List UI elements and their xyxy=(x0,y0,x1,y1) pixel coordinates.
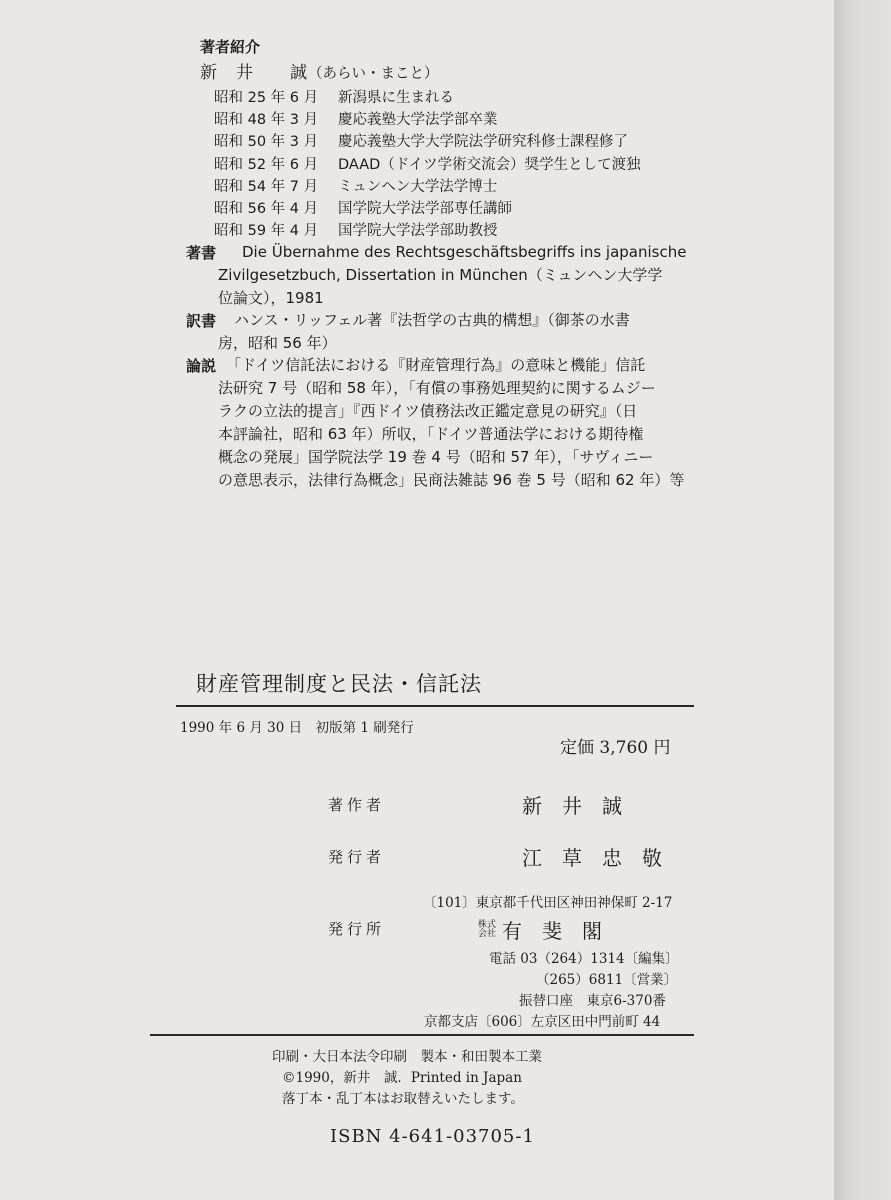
papers-line: 「ドイツ信託法における『財産管理行為』の意味と機能」信託 xyxy=(226,356,646,374)
history-row: 昭和 48 年 3 月 慶応義塾大学法学部卒業 xyxy=(214,112,498,128)
publishing-house-name: 有斐閣 xyxy=(502,919,623,943)
publisher-address: 〔101〕東京都千代田区神田神保町 2-17 xyxy=(423,895,673,911)
history-row: 昭和 54 年 7 月 ミュンヘン大学法学博士 xyxy=(214,179,498,195)
kyoto-branch: 京都支店〔606〕左京区田中門前町 44 xyxy=(424,1014,661,1030)
publication-date: 1990 年 6 月 30 日 初版第 1 刷発行 xyxy=(180,720,414,736)
publisher-role: 発行者 xyxy=(328,848,386,866)
works-line: Zivilgesetzbuch, Dissertation in München（ミュンヘン大学学 xyxy=(218,266,663,284)
papers-line: 法研究 7 号（昭和 58 年），「有償の事務処理契約に関するムジー xyxy=(218,379,656,397)
history-row: 昭和 56 年 4 月 国学院大学法学部専任講師 xyxy=(214,201,512,217)
price: 定価 3,760 円 xyxy=(560,738,671,758)
history-row: 昭和 52 年 6 月 DAAD（ドイツ学術交流会）奨学生として渡独 xyxy=(214,157,641,173)
publishing-house xyxy=(478,915,622,944)
papers-line: 本評論社，昭和 63 年）所収，「ドイツ普通法学における期待権 xyxy=(218,425,644,443)
title-rule xyxy=(176,705,694,707)
publisher-name: 江草忠敬 xyxy=(522,846,682,870)
papers-line: ラクの立法的提言」『西ドイツ債務法改正鑑定意見の研究』（日 xyxy=(218,402,638,420)
copyright: ©1990，新井 誠．Printed in Japan xyxy=(282,1070,522,1086)
author-name: 新 井 誠 xyxy=(200,63,308,83)
translations-line: ハンス・リッフェル著『法哲学の古典的構想』（御茶の水書 xyxy=(234,311,630,329)
papers-label: 論説 xyxy=(186,357,217,375)
footer-rule xyxy=(150,1034,694,1036)
papers-line: の意思表示，法律行為概念」民商法雑誌 96 巻 5 号（昭和 62 年）等 xyxy=(218,471,685,489)
history-row: 昭和 50 年 3 月 慶応義塾大学大学院法学研究科修士課程修了 xyxy=(214,134,628,150)
author-name-colophon: 新井誠 xyxy=(522,794,642,818)
translations-label: 訳書 xyxy=(186,312,217,330)
works-line: Die Übernahme des Rechtsgeschäftsbegriffs ins japanische xyxy=(242,243,687,261)
book-title: 財産管理制度と民法・信託法 xyxy=(196,672,482,696)
page-edge xyxy=(834,0,891,1200)
author-name-line xyxy=(200,58,439,83)
printer-binder: 印刷・大日本法令印刷 製本・和田製本工業 xyxy=(272,1049,542,1065)
history-row: 昭和 25 年 6 月 新潟県に生まれる xyxy=(214,90,454,106)
works-line: 位論文），1981 xyxy=(218,289,324,307)
author-profile-heading: 著者紹介 xyxy=(200,38,261,56)
phone-editorial: 電話 03（264）1314〔編集〕 xyxy=(489,951,679,967)
corporation-mark: 株式 会社 xyxy=(478,919,497,939)
author-reading: （あらい・まこと） xyxy=(308,66,439,82)
author-role: 著作者 xyxy=(328,796,386,814)
works-label: 著書 xyxy=(186,244,217,262)
translations-line: 房，昭和 56 年） xyxy=(218,334,337,352)
house-role: 発行所 xyxy=(328,920,386,938)
transfer-account: 振替口座 東京6-370番 xyxy=(519,993,666,1009)
papers-line: 概念の発展」国学院法学 19 巻 4 号（昭和 57 年），「サヴィニー xyxy=(218,448,654,466)
isbn: ISBN 4-641-03705-1 xyxy=(330,1126,535,1147)
replacement-notice: 落丁本・乱丁本はお取替えいたします。 xyxy=(282,1091,524,1107)
history-row: 昭和 59 年 4 月 国学院大学法学部助教授 xyxy=(214,223,498,239)
phone-sales: （265）6811〔営業〕 xyxy=(536,972,678,988)
